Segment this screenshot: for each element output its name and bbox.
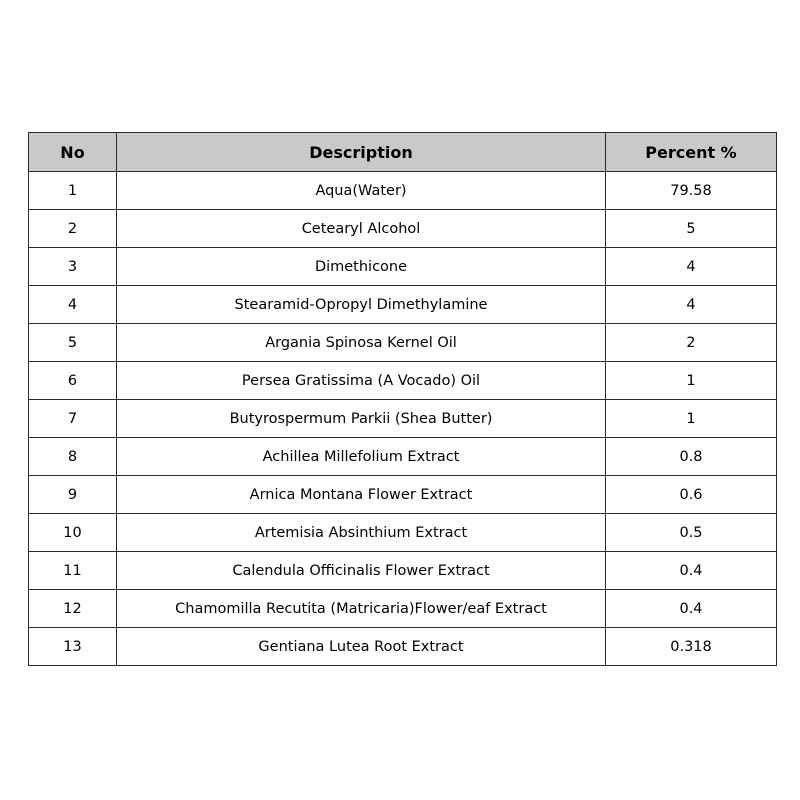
cell-description: Arnica Montana Flower Extract: [117, 476, 606, 514]
table-body: [29, 172, 777, 666]
table-row: [29, 476, 777, 514]
cell-no: 9: [29, 476, 117, 514]
cell-description: Butyrospermum Parkii (Shea Butter): [117, 400, 606, 438]
cell-percent: 0.8: [606, 438, 777, 476]
table-row: [29, 210, 777, 248]
table-header: [29, 133, 777, 172]
table-row: [29, 514, 777, 552]
cell-percent: 1: [606, 400, 777, 438]
cell-description: Cetearyl Alcohol: [117, 210, 606, 248]
table-row: [29, 172, 777, 210]
cell-no: 5: [29, 324, 117, 362]
cell-percent: 4: [606, 248, 777, 286]
ingredients-table: [28, 132, 777, 666]
cell-description: Dimethicone: [117, 248, 606, 286]
cell-percent: 1: [606, 362, 777, 400]
cell-no: 8: [29, 438, 117, 476]
cell-percent: 5: [606, 210, 777, 248]
table-row: [29, 248, 777, 286]
cell-no: 11: [29, 552, 117, 590]
table-row: [29, 552, 777, 590]
cell-percent: 79.58: [606, 172, 777, 210]
cell-percent: 0.318: [606, 628, 777, 666]
cell-percent: 0.5: [606, 514, 777, 552]
header-row: [29, 133, 777, 172]
cell-no: 1: [29, 172, 117, 210]
table-row: [29, 400, 777, 438]
cell-description: Persea Gratissima (A Vocado) Oil: [117, 362, 606, 400]
cell-no: 10: [29, 514, 117, 552]
cell-no: 6: [29, 362, 117, 400]
cell-percent: 0.6: [606, 476, 777, 514]
table-row: [29, 628, 777, 666]
cell-no: 7: [29, 400, 117, 438]
table-row: [29, 590, 777, 628]
cell-percent: 0.4: [606, 590, 777, 628]
header-no: No: [29, 133, 117, 172]
cell-percent: 4: [606, 286, 777, 324]
cell-no: 3: [29, 248, 117, 286]
cell-percent: 2: [606, 324, 777, 362]
cell-no: 2: [29, 210, 117, 248]
cell-description: Aqua(Water): [117, 172, 606, 210]
cell-description: Calendula Officinalis Flower Extract: [117, 552, 606, 590]
header-description: Description: [117, 133, 606, 172]
cell-description: Gentiana Lutea Root Extract: [117, 628, 606, 666]
header-percent: Percent %: [606, 133, 777, 172]
table-row: [29, 286, 777, 324]
cell-description: Chamomilla Recutita (Matricaria)Flower/eaf Extract: [117, 590, 606, 628]
table-row: [29, 324, 777, 362]
cell-no: 13: [29, 628, 117, 666]
cell-no: 12: [29, 590, 117, 628]
cell-description: Achillea Millefolium Extract: [117, 438, 606, 476]
table-row: [29, 362, 777, 400]
cell-description: Argania Spinosa Kernel Oil: [117, 324, 606, 362]
cell-description: Stearamid-Opropyl Dimethylamine: [117, 286, 606, 324]
cell-description: Artemisia Absinthium Extract: [117, 514, 606, 552]
cell-percent: 0.4: [606, 552, 777, 590]
cell-no: 4: [29, 286, 117, 324]
table-row: [29, 438, 777, 476]
